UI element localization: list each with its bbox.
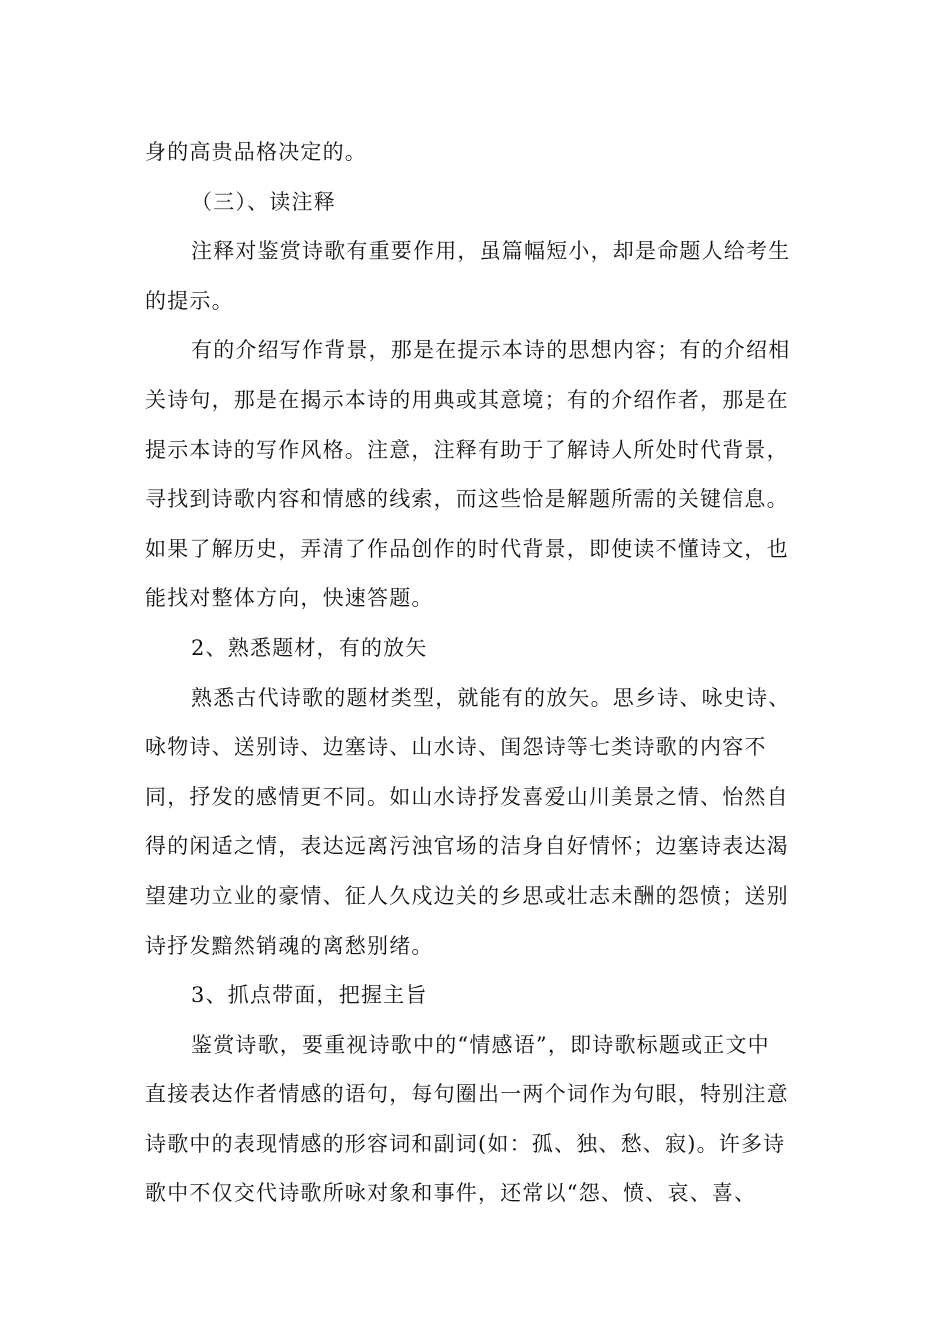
section-heading: （三）、读注释 — [191, 189, 336, 214]
text-line: 有的介绍写作背景，那是在提示本诗的思想内容；有的介绍相 — [191, 338, 791, 363]
text-line: 关诗句，那是在揭示本诗的用典或其意境；有的介绍作者，那是在 — [145, 387, 789, 412]
text-line: 提示本诗的写作风格。注意，注释有助于了解诗人所处时代背景， — [145, 437, 789, 462]
document-body — [145, 128, 810, 1219]
text-line: 咏物诗、送别诗、边塞诗、山水诗、闺怨诗等七类诗歌的内容不 — [145, 735, 767, 760]
text-line: 鉴赏诗歌，要重视诗歌中的“情感语”，即诗歌标题或正文中 — [191, 1032, 770, 1057]
text-line: 注释对鉴赏诗歌有重要作用，虽篇幅短小，却是命题人给考生 — [191, 239, 791, 264]
text-line: 诗歌中的表现情感的形容词和副词(如：孤、独、愁、寂)。许多诗 — [145, 1131, 786, 1156]
text-line: 望建功立业的豪情、征人久戍边关的乡思或壮志未酬的怨愤；送别 — [145, 883, 789, 908]
section-heading: 3、抓点带面，把握主旨 — [191, 983, 428, 1008]
section-heading: 2、熟悉题材，有的放矢 — [191, 635, 428, 660]
text-line: 能找对整体方向，快速答题。 — [145, 586, 434, 611]
text-line: 歌中不仅交代诗歌所咏对象和事件，还常以“怨、愤、哀、喜、 — [145, 1181, 757, 1206]
text-line: 熟悉古代诗歌的题材类型，就能有的放矢。思乡诗、咏史诗、 — [191, 685, 791, 710]
text-line: 直接表达作者情感的语句，每句圈出一两个词作为句眼，特别注意 — [145, 1082, 789, 1107]
text-line: 寻找到诗歌内容和情感的线索，而这些恰是解题所需的关键信息。 — [145, 487, 789, 512]
text-line: 诗抒发黯然销魂的离愁别绪。 — [145, 933, 434, 958]
text-line: 的提示。 — [145, 288, 234, 313]
text-line: 身的高贵品格决定的。 — [145, 140, 367, 164]
text-line: 如果了解历史，弄清了作品创作的时代背景，即使读不懂诗文，也 — [145, 536, 789, 561]
text-line: 得的闲适之情，表达远离污浊官场的洁身自好情怀；边塞诗表达渴 — [145, 834, 789, 859]
text-line: 同，抒发的感情更不同。如山水诗抒发喜爱山川美景之情、怡然自 — [145, 784, 789, 809]
